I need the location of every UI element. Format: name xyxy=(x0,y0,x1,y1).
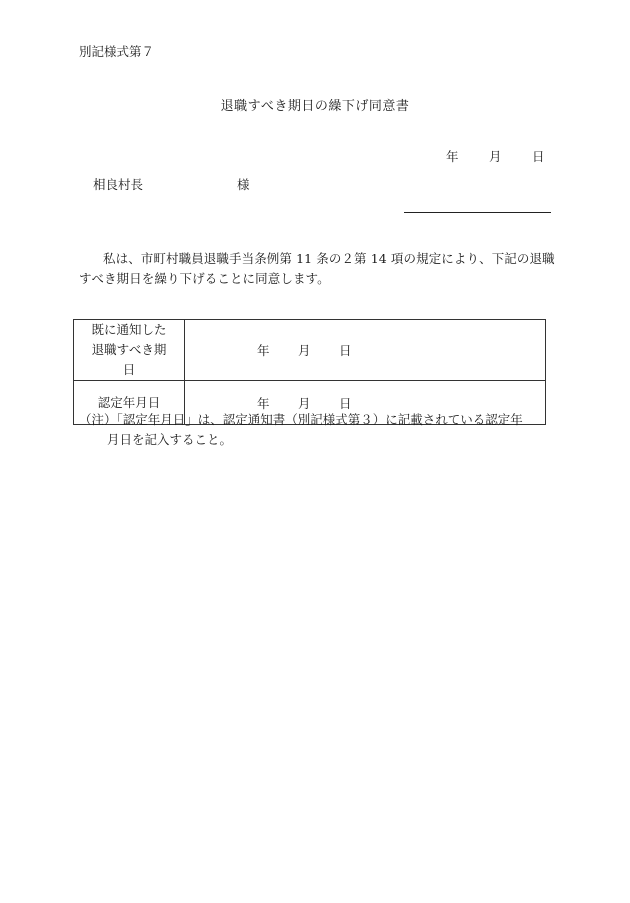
date-header xyxy=(446,147,545,165)
table-label-cell xyxy=(74,320,185,381)
row1-year-label: 年 xyxy=(257,343,270,358)
notified-retirement-date-label: 既に通知した退職すべき期日 xyxy=(91,322,167,377)
row2-year-label: 年 xyxy=(257,395,270,411)
consent-statement: 私は、市町村職員退職手当条例第 11 条の２第 14 項の規定により、下記の退職すべき期日を繰り下げることに同意します。 xyxy=(79,251,555,286)
footnote-line-2: 月日を記入すること。 xyxy=(107,432,233,447)
form-number: 別記様式第７ xyxy=(79,44,155,59)
row2-day-label: 日 xyxy=(339,395,352,411)
date-month-label: 月 xyxy=(489,149,502,164)
signature-line xyxy=(404,212,551,213)
date-year-label: 年 xyxy=(446,149,459,164)
date-day-label: 日 xyxy=(532,149,545,164)
addressee-name: 相良村長 xyxy=(93,177,144,192)
row2-month-label: 月 xyxy=(298,395,311,411)
approval-date-label: 認定年月日 xyxy=(97,394,161,410)
footnote xyxy=(79,410,555,450)
footnote-line-1: （注）「認定年月日」は、認定通知書（別記様式第３）に記載されている認定年 xyxy=(79,412,523,427)
row1-month-label: 月 xyxy=(298,343,311,358)
document-title: 退職すべき期日の繰下げ同意書 xyxy=(220,99,410,114)
table-date-cell xyxy=(185,320,546,381)
row1-day-label: 日 xyxy=(339,343,352,358)
table-row xyxy=(74,320,546,381)
addressee-honorific: 様 xyxy=(237,177,250,192)
